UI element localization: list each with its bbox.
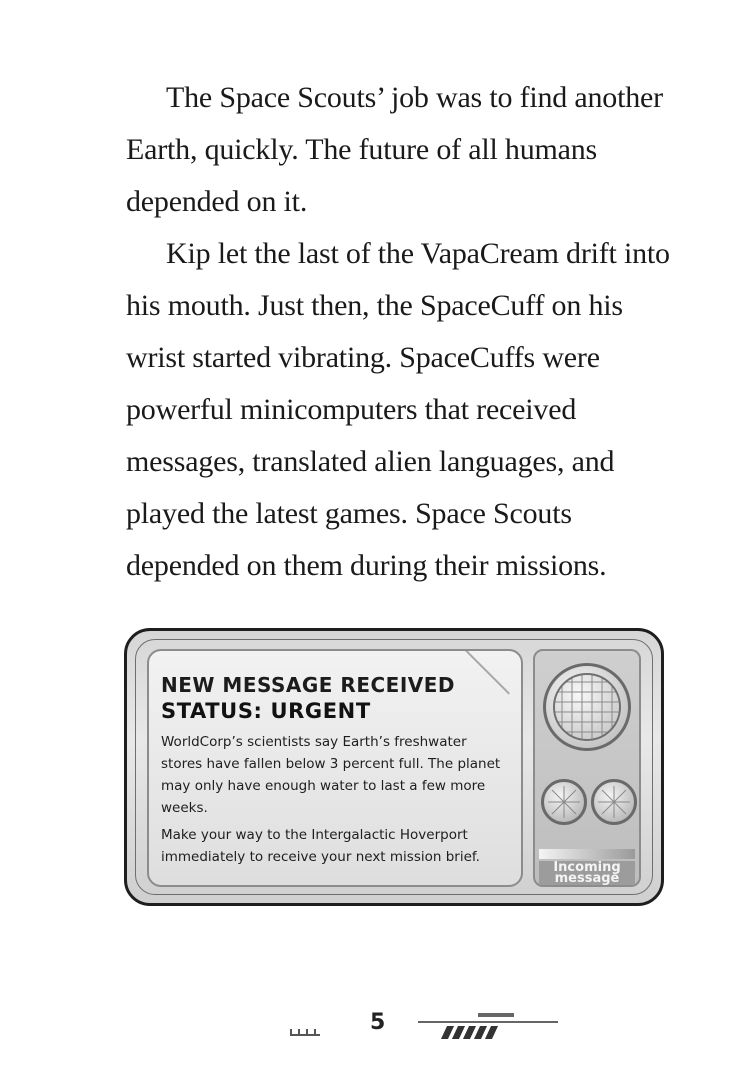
- right-small-lens-icon: [591, 779, 637, 825]
- screen-glare: [459, 649, 523, 694]
- message-body-paragraph-1: WorldCorp’s scientists say Earth’s freshwater stores have fallen below 3 percent full. The planet may only have enough water to last a few more weeks.: [161, 734, 501, 816]
- story-paragraph-1: The Space Scouts’ job was to find another Earth, quickly. The future of all humans depended on it.: [126, 81, 663, 218]
- message-body: [161, 731, 511, 873]
- incoming-label-line-2: message: [554, 871, 620, 886]
- incoming-label-line-1: Incoming: [553, 860, 621, 875]
- footer-dash: [478, 1013, 514, 1017]
- globe-lens-icon: [543, 663, 631, 751]
- page-number: 5: [370, 1010, 386, 1035]
- message-status: STATUS: URGENT: [161, 699, 371, 723]
- story-text: [126, 72, 686, 592]
- footer-rule: [418, 1021, 558, 1023]
- incoming-indicator-bar: [539, 849, 635, 859]
- message-body-paragraph-2: Make your way to the Intergalactic Hoverport immediately to receive your next mission brief.: [161, 827, 480, 865]
- footer-tick-marks: [290, 1028, 320, 1036]
- left-small-lens-icon: [541, 779, 587, 825]
- spacecuff-illustration: [124, 628, 664, 906]
- message-screen: [147, 649, 523, 887]
- message-heading: NEW MESSAGE RECEIVED: [161, 673, 456, 697]
- incoming-message-label: [539, 861, 635, 885]
- device-side-panel: [533, 649, 641, 887]
- story-paragraph-2: Kip let the last of the VapaCream drift into his mouth. Just then, the SpaceCuff on his wrist started vibrating. SpaceCuffs were powerful minicomputers that received messages, translated alien languages, and played the latest games. Space Scouts depended on them during their missions.: [126, 237, 670, 582]
